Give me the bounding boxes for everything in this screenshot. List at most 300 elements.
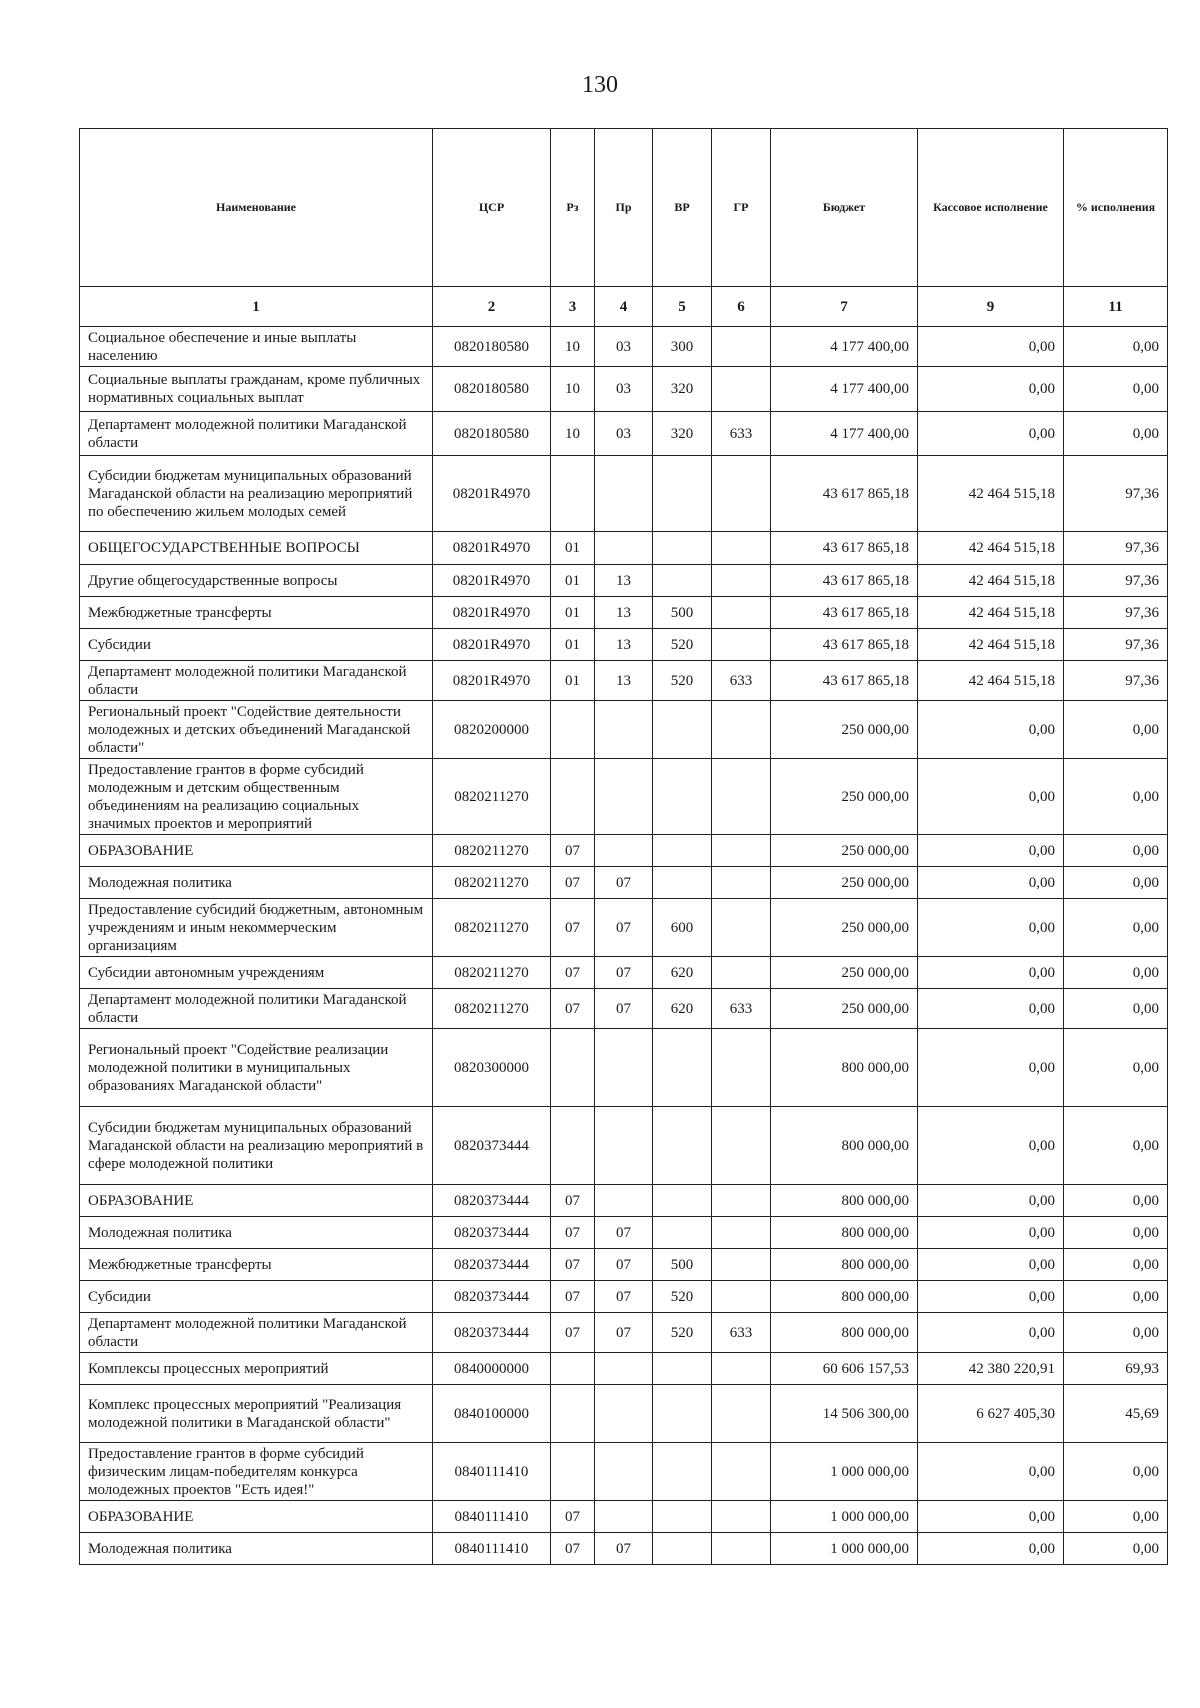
row-pr: 07 xyxy=(595,1281,653,1313)
row-cash: 0,00 xyxy=(918,367,1064,412)
row-vr: 300 xyxy=(653,327,712,367)
row-pct: 97,36 xyxy=(1064,597,1168,629)
row-rz xyxy=(551,1443,595,1501)
row-cash: 0,00 xyxy=(918,1443,1064,1501)
row-budget: 800 000,00 xyxy=(771,1249,918,1281)
row-csr: 0820211270 xyxy=(433,835,551,867)
row-gr xyxy=(712,1385,771,1443)
row-budget: 43 617 865,18 xyxy=(771,565,918,597)
row-budget: 250 000,00 xyxy=(771,957,918,989)
table-row xyxy=(80,899,1168,957)
row-pr: 07 xyxy=(595,867,653,899)
row-rz xyxy=(551,1029,595,1107)
table-row xyxy=(80,1029,1168,1107)
column-number: 6 xyxy=(712,287,771,327)
row-pr xyxy=(595,1443,653,1501)
row-vr xyxy=(653,867,712,899)
row-pr: 03 xyxy=(595,327,653,367)
row-cash: 0,00 xyxy=(918,989,1064,1029)
row-rz: 01 xyxy=(551,629,595,661)
row-rz: 07 xyxy=(551,1281,595,1313)
row-budget: 800 000,00 xyxy=(771,1029,918,1107)
column-number: 4 xyxy=(595,287,653,327)
row-pct: 0,00 xyxy=(1064,1533,1168,1565)
row-pct: 0,00 xyxy=(1064,1029,1168,1107)
row-budget: 250 000,00 xyxy=(771,867,918,899)
row-name: Межбюджетные трансферты xyxy=(80,1249,433,1281)
row-pct: 97,36 xyxy=(1064,629,1168,661)
row-pct: 0,00 xyxy=(1064,867,1168,899)
row-pct: 97,36 xyxy=(1064,456,1168,532)
row-cash: 42 464 515,18 xyxy=(918,629,1064,661)
row-pr xyxy=(595,1029,653,1107)
row-rz: 01 xyxy=(551,532,595,565)
row-budget: 43 617 865,18 xyxy=(771,629,918,661)
row-rz: 07 xyxy=(551,867,595,899)
row-csr: 0820180580 xyxy=(433,327,551,367)
row-budget: 250 000,00 xyxy=(771,899,918,957)
row-gr: 633 xyxy=(712,661,771,701)
table-row xyxy=(80,989,1168,1029)
row-budget: 1 000 000,00 xyxy=(771,1533,918,1565)
row-pr xyxy=(595,1353,653,1385)
header-pr: Пр xyxy=(595,129,653,287)
row-name: Другие общегосударственные вопросы xyxy=(80,565,433,597)
row-rz: 07 xyxy=(551,957,595,989)
row-name: ОБРАЗОВАНИЕ xyxy=(80,1185,433,1217)
table-row xyxy=(80,565,1168,597)
row-gr xyxy=(712,1443,771,1501)
row-budget: 4 177 400,00 xyxy=(771,327,918,367)
row-pct: 0,00 xyxy=(1064,701,1168,759)
row-name: Предоставление субсидий бюджетным, автономным учреждениям и иным некоммерческим организациям xyxy=(80,899,433,957)
row-budget: 4 177 400,00 xyxy=(771,412,918,456)
row-budget: 800 000,00 xyxy=(771,1313,918,1353)
row-gr xyxy=(712,1185,771,1217)
row-pct: 0,00 xyxy=(1064,367,1168,412)
row-budget: 43 617 865,18 xyxy=(771,597,918,629)
row-pr xyxy=(595,759,653,835)
row-csr: 0820211270 xyxy=(433,989,551,1029)
column-number: 5 xyxy=(653,287,712,327)
row-vr: 500 xyxy=(653,597,712,629)
row-gr xyxy=(712,327,771,367)
row-cash: 0,00 xyxy=(918,957,1064,989)
row-pct: 0,00 xyxy=(1064,327,1168,367)
row-pct: 0,00 xyxy=(1064,1281,1168,1313)
row-rz xyxy=(551,759,595,835)
row-budget: 14 506 300,00 xyxy=(771,1385,918,1443)
row-rz: 07 xyxy=(551,835,595,867)
row-pct: 0,00 xyxy=(1064,412,1168,456)
row-gr xyxy=(712,1107,771,1185)
row-vr xyxy=(653,532,712,565)
row-pr xyxy=(595,1501,653,1533)
row-csr: 0820180580 xyxy=(433,367,551,412)
row-pct: 0,00 xyxy=(1064,957,1168,989)
row-vr xyxy=(653,759,712,835)
row-rz: 01 xyxy=(551,597,595,629)
row-vr xyxy=(653,1217,712,1249)
row-budget: 43 617 865,18 xyxy=(771,456,918,532)
row-name: Субсидии бюджетам муниципальных образований Магаданской области на реализацию мероприятий по обеспечению жильем молодых семей xyxy=(80,456,433,532)
header-csr: ЦСР xyxy=(433,129,551,287)
row-cash: 0,00 xyxy=(918,1185,1064,1217)
row-gr xyxy=(712,701,771,759)
row-rz: 07 xyxy=(551,1533,595,1565)
row-vr: 320 xyxy=(653,367,712,412)
row-vr xyxy=(653,1443,712,1501)
header-pct: % исполнения xyxy=(1064,129,1168,287)
column-number: 3 xyxy=(551,287,595,327)
row-pct: 0,00 xyxy=(1064,1443,1168,1501)
row-csr: 0840111410 xyxy=(433,1443,551,1501)
row-vr xyxy=(653,1501,712,1533)
row-cash: 42 464 515,18 xyxy=(918,532,1064,565)
row-cash: 0,00 xyxy=(918,1501,1064,1533)
header-budget: Бюджет xyxy=(771,129,918,287)
table-row xyxy=(80,867,1168,899)
row-csr: 08201R4970 xyxy=(433,661,551,701)
row-csr: 0820373444 xyxy=(433,1281,551,1313)
row-csr: 0840100000 xyxy=(433,1385,551,1443)
row-vr xyxy=(653,1385,712,1443)
row-gr xyxy=(712,629,771,661)
row-gr xyxy=(712,565,771,597)
row-rz: 07 xyxy=(551,1185,595,1217)
row-pr: 07 xyxy=(595,1533,653,1565)
table-row xyxy=(80,412,1168,456)
row-vr: 520 xyxy=(653,629,712,661)
table-row xyxy=(80,1501,1168,1533)
row-csr: 0820373444 xyxy=(433,1249,551,1281)
row-gr xyxy=(712,899,771,957)
table-row xyxy=(80,456,1168,532)
row-cash: 6 627 405,30 xyxy=(918,1385,1064,1443)
row-vr: 600 xyxy=(653,899,712,957)
page-number: 130 xyxy=(582,72,618,98)
row-csr: 0820200000 xyxy=(433,701,551,759)
table-body xyxy=(80,327,1168,1565)
row-vr xyxy=(653,835,712,867)
row-cash: 0,00 xyxy=(918,1533,1064,1565)
row-pr xyxy=(595,1185,653,1217)
row-name: Субсидии бюджетам муниципальных образований Магаданской области на реализацию мероприятий в сфере молодежной политики xyxy=(80,1107,433,1185)
row-csr: 0820373444 xyxy=(433,1313,551,1353)
row-name: Социальные выплаты гражданам, кроме публичных нормативных социальных выплат xyxy=(80,367,433,412)
row-budget: 4 177 400,00 xyxy=(771,367,918,412)
row-gr xyxy=(712,867,771,899)
row-csr: 08201R4970 xyxy=(433,532,551,565)
header-name: Наименование xyxy=(80,129,433,287)
row-name: Молодежная политика xyxy=(80,867,433,899)
row-vr: 620 xyxy=(653,957,712,989)
row-cash: 0,00 xyxy=(918,412,1064,456)
row-name: Предоставление грантов в форме субсидий физическим лицам-победителям конкурса молодежных проектов "Есть идея!" xyxy=(80,1443,433,1501)
row-gr xyxy=(712,957,771,989)
row-gr xyxy=(712,367,771,412)
row-pct: 0,00 xyxy=(1064,899,1168,957)
row-pct: 0,00 xyxy=(1064,989,1168,1029)
row-budget: 60 606 157,53 xyxy=(771,1353,918,1385)
row-vr: 520 xyxy=(653,1313,712,1353)
row-name: Департамент молодежной политики Магаданской области xyxy=(80,989,433,1029)
row-pr xyxy=(595,835,653,867)
row-budget: 43 617 865,18 xyxy=(771,532,918,565)
row-gr xyxy=(712,1533,771,1565)
row-pct: 0,00 xyxy=(1064,759,1168,835)
table-row xyxy=(80,1533,1168,1565)
header-row xyxy=(80,129,1168,287)
row-rz: 10 xyxy=(551,327,595,367)
row-budget: 800 000,00 xyxy=(771,1217,918,1249)
table-row xyxy=(80,1385,1168,1443)
row-vr xyxy=(653,701,712,759)
row-rz: 01 xyxy=(551,661,595,701)
row-pr: 07 xyxy=(595,1249,653,1281)
row-gr xyxy=(712,1249,771,1281)
row-budget: 43 617 865,18 xyxy=(771,661,918,701)
row-csr: 08201R4970 xyxy=(433,597,551,629)
row-vr xyxy=(653,565,712,597)
row-rz: 07 xyxy=(551,1313,595,1353)
row-pr xyxy=(595,1385,653,1443)
row-rz: 10 xyxy=(551,367,595,412)
row-csr: 0820211270 xyxy=(433,957,551,989)
row-pct: 97,36 xyxy=(1064,532,1168,565)
row-name: Комплексы процессных мероприятий xyxy=(80,1353,433,1385)
row-name: Департамент молодежной политики Магаданской области xyxy=(80,412,433,456)
row-csr: 08201R4970 xyxy=(433,456,551,532)
row-cash: 0,00 xyxy=(918,1107,1064,1185)
row-pct: 0,00 xyxy=(1064,1217,1168,1249)
row-vr xyxy=(653,1029,712,1107)
row-csr: 0820373444 xyxy=(433,1217,551,1249)
row-gr xyxy=(712,532,771,565)
row-rz: 07 xyxy=(551,899,595,957)
table-row xyxy=(80,701,1168,759)
row-cash: 0,00 xyxy=(918,1217,1064,1249)
row-budget: 250 000,00 xyxy=(771,701,918,759)
row-pr: 07 xyxy=(595,1313,653,1353)
table-row xyxy=(80,367,1168,412)
row-vr: 620 xyxy=(653,989,712,1029)
row-pr: 13 xyxy=(595,661,653,701)
row-cash: 42 464 515,18 xyxy=(918,456,1064,532)
row-name: Молодежная политика xyxy=(80,1217,433,1249)
column-number: 11 xyxy=(1064,287,1168,327)
table-row xyxy=(80,327,1168,367)
row-budget: 800 000,00 xyxy=(771,1107,918,1185)
row-gr xyxy=(712,1281,771,1313)
row-rz: 07 xyxy=(551,1217,595,1249)
row-cash: 42 464 515,18 xyxy=(918,565,1064,597)
header-cash: Кассовое исполнение xyxy=(918,129,1064,287)
row-cash: 42 464 515,18 xyxy=(918,597,1064,629)
row-csr: 0840111410 xyxy=(433,1533,551,1565)
row-cash: 0,00 xyxy=(918,327,1064,367)
row-gr xyxy=(712,1353,771,1385)
header-vr: ВР xyxy=(653,129,712,287)
row-name: ОБРАЗОВАНИЕ xyxy=(80,1501,433,1533)
row-cash: 0,00 xyxy=(918,835,1064,867)
row-csr: 0820373444 xyxy=(433,1107,551,1185)
row-budget: 800 000,00 xyxy=(771,1185,918,1217)
row-pct: 97,36 xyxy=(1064,565,1168,597)
row-csr: 08201R4970 xyxy=(433,565,551,597)
row-rz: 01 xyxy=(551,565,595,597)
table-row xyxy=(80,1353,1168,1385)
row-pr: 07 xyxy=(595,899,653,957)
header-gr: ГР xyxy=(712,129,771,287)
row-csr: 0840111410 xyxy=(433,1501,551,1533)
row-name: Комплекс процессных мероприятий "Реализация молодежной политики в Магаданской области" xyxy=(80,1385,433,1443)
row-pr: 03 xyxy=(595,367,653,412)
table-row xyxy=(80,1249,1168,1281)
row-vr: 320 xyxy=(653,412,712,456)
column-number: 7 xyxy=(771,287,918,327)
column-number-row xyxy=(80,287,1168,327)
row-pct: 0,00 xyxy=(1064,835,1168,867)
row-csr: 0840000000 xyxy=(433,1353,551,1385)
header-rz: Рз xyxy=(551,129,595,287)
row-gr xyxy=(712,1029,771,1107)
row-budget: 1 000 000,00 xyxy=(771,1443,918,1501)
row-budget: 1 000 000,00 xyxy=(771,1501,918,1533)
row-cash: 0,00 xyxy=(918,759,1064,835)
row-name: Департамент молодежной политики Магаданской области xyxy=(80,1313,433,1353)
table-row xyxy=(80,661,1168,701)
row-gr xyxy=(712,597,771,629)
row-pr: 07 xyxy=(595,957,653,989)
row-vr xyxy=(653,1533,712,1565)
table-row xyxy=(80,835,1168,867)
row-gr xyxy=(712,456,771,532)
row-name: ОБРАЗОВАНИЕ xyxy=(80,835,433,867)
table-row xyxy=(80,1313,1168,1353)
table-row xyxy=(80,957,1168,989)
row-gr xyxy=(712,1217,771,1249)
row-gr: 633 xyxy=(712,1313,771,1353)
row-vr xyxy=(653,1107,712,1185)
row-cash: 42 464 515,18 xyxy=(918,661,1064,701)
row-gr: 633 xyxy=(712,412,771,456)
row-pct: 0,00 xyxy=(1064,1313,1168,1353)
row-rz xyxy=(551,1385,595,1443)
row-cash: 0,00 xyxy=(918,1281,1064,1313)
row-rz: 07 xyxy=(551,1501,595,1533)
row-cash: 42 380 220,91 xyxy=(918,1353,1064,1385)
row-name: Предоставление грантов в форме субсидий молодежным и детским общественным объединениям на реализацию социальных значимых проектов и мероприятий xyxy=(80,759,433,835)
row-pct: 0,00 xyxy=(1064,1107,1168,1185)
table-row xyxy=(80,1217,1168,1249)
row-csr: 0820211270 xyxy=(433,759,551,835)
row-name: Региональный проект "Содействие реализации молодежной политики в муниципальных образованиях Магаданской области" xyxy=(80,1029,433,1107)
row-pct: 0,00 xyxy=(1064,1249,1168,1281)
row-cash: 0,00 xyxy=(918,1029,1064,1107)
table-row xyxy=(80,1107,1168,1185)
row-pct: 45,69 xyxy=(1064,1385,1168,1443)
column-number: 2 xyxy=(433,287,551,327)
row-gr xyxy=(712,759,771,835)
row-pr: 13 xyxy=(595,629,653,661)
row-pr xyxy=(595,701,653,759)
row-name: Социальное обеспечение и иные выплаты населению xyxy=(80,327,433,367)
row-rz: 10 xyxy=(551,412,595,456)
row-csr: 08201R4970 xyxy=(433,629,551,661)
row-vr: 520 xyxy=(653,661,712,701)
row-cash: 0,00 xyxy=(918,1249,1064,1281)
row-name: Региональный проект "Содействие деятельности молодежных и детских объединений Магаданской области" xyxy=(80,701,433,759)
row-budget: 250 000,00 xyxy=(771,835,918,867)
row-budget: 250 000,00 xyxy=(771,989,918,1029)
table-row xyxy=(80,597,1168,629)
table-row xyxy=(80,1443,1168,1501)
row-vr xyxy=(653,1353,712,1385)
row-pct: 0,00 xyxy=(1064,1185,1168,1217)
row-cash: 0,00 xyxy=(918,867,1064,899)
column-number: 1 xyxy=(80,287,433,327)
table-row xyxy=(80,1185,1168,1217)
row-name: Субсидии xyxy=(80,629,433,661)
column-number: 9 xyxy=(918,287,1064,327)
table-row xyxy=(80,532,1168,565)
row-csr: 0820211270 xyxy=(433,899,551,957)
row-rz xyxy=(551,1353,595,1385)
table-row xyxy=(80,1281,1168,1313)
row-pct: 0,00 xyxy=(1064,1501,1168,1533)
row-rz xyxy=(551,1107,595,1185)
row-gr xyxy=(712,835,771,867)
row-vr: 520 xyxy=(653,1281,712,1313)
row-gr: 633 xyxy=(712,989,771,1029)
row-rz: 07 xyxy=(551,989,595,1029)
row-pr: 07 xyxy=(595,1217,653,1249)
table-row xyxy=(80,629,1168,661)
row-cash: 0,00 xyxy=(918,899,1064,957)
row-rz: 07 xyxy=(551,1249,595,1281)
row-pr: 13 xyxy=(595,597,653,629)
row-name: Субсидии xyxy=(80,1281,433,1313)
row-pr: 03 xyxy=(595,412,653,456)
row-name: Межбюджетные трансферты xyxy=(80,597,433,629)
row-vr xyxy=(653,1185,712,1217)
row-vr xyxy=(653,456,712,532)
row-name: Субсидии автономным учреждениям xyxy=(80,957,433,989)
row-cash: 0,00 xyxy=(918,1313,1064,1353)
row-pr xyxy=(595,1107,653,1185)
row-pr: 07 xyxy=(595,989,653,1029)
row-pr xyxy=(595,532,653,565)
row-csr: 0820300000 xyxy=(433,1029,551,1107)
row-pct: 69,93 xyxy=(1064,1353,1168,1385)
row-name: Молодежная политика xyxy=(80,1533,433,1565)
row-budget: 250 000,00 xyxy=(771,759,918,835)
row-csr: 0820373444 xyxy=(433,1185,551,1217)
row-cash: 0,00 xyxy=(918,701,1064,759)
row-pr xyxy=(595,456,653,532)
row-budget: 800 000,00 xyxy=(771,1281,918,1313)
budget-table xyxy=(79,128,1168,1565)
row-csr: 0820211270 xyxy=(433,867,551,899)
row-gr xyxy=(712,1501,771,1533)
row-pr: 13 xyxy=(595,565,653,597)
row-csr: 0820180580 xyxy=(433,412,551,456)
row-vr: 500 xyxy=(653,1249,712,1281)
row-rz xyxy=(551,701,595,759)
table-row xyxy=(80,759,1168,835)
row-rz xyxy=(551,456,595,532)
